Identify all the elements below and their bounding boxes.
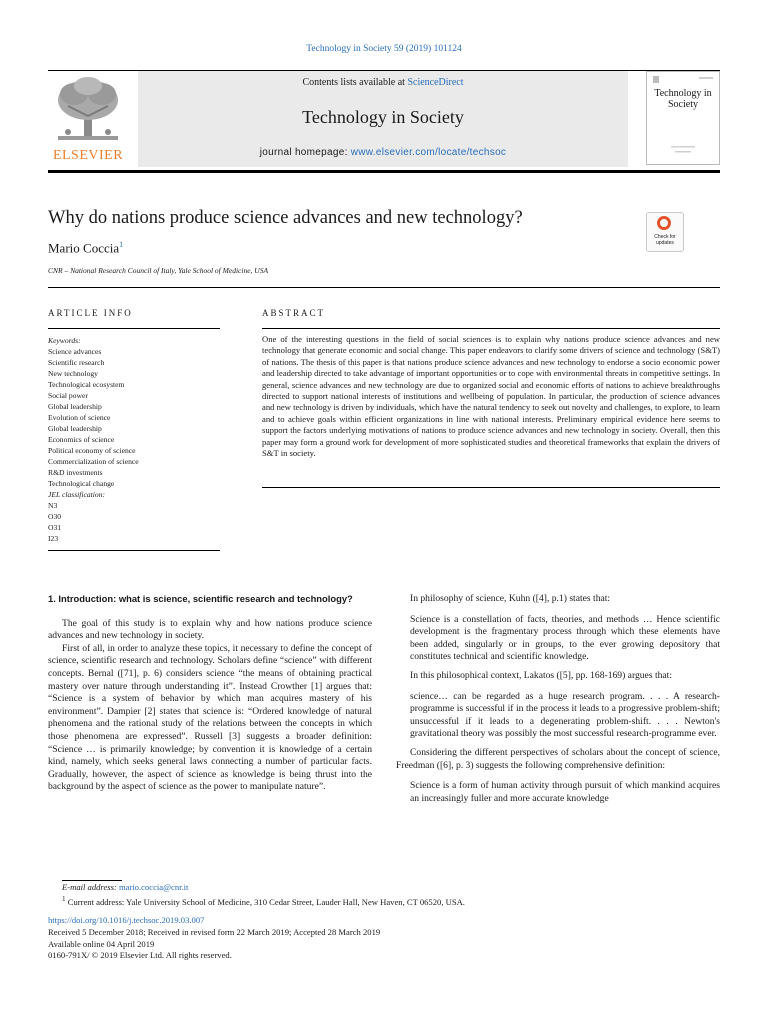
- received-dates: Received 5 December 2018; Received in revised form 22 March 2019; Accepted 28 March 2019: [48, 926, 381, 937]
- email-link[interactable]: mario.coccia@cnr.it: [118, 882, 189, 892]
- elsevier-logo[interactable]: [48, 76, 128, 164]
- keyword-item: Technological change: [48, 479, 115, 488]
- keyword-item: R&D investments: [48, 468, 103, 477]
- journal-name: Technology in Society: [302, 107, 464, 127]
- elsevier-wordmark: ELSEVIER: [52, 148, 124, 163]
- jel-label: JEL classification:: [48, 490, 106, 499]
- email-footnote: [48, 882, 720, 894]
- keyword-item: Commercialization of science: [48, 457, 139, 466]
- keyword-item: Technological ecosystem: [48, 380, 125, 389]
- article-info-rule: [48, 328, 220, 329]
- body-paragraph: Considering the different perspectives of scholars about the concept of science, Freedman ([6], p. 3) suggests the following comprehensive definition:: [396, 746, 720, 771]
- article-title: Why do nations produce science advances and new technology?: [48, 208, 523, 228]
- keyword-item: Global leadership: [48, 402, 102, 411]
- journal-homepage-line: [138, 147, 628, 158]
- author-footnote-mark[interactable]: 1: [119, 240, 124, 249]
- keyword-item: Global leadership: [48, 424, 102, 433]
- article-info-bottom-rule: [48, 550, 220, 551]
- check-for-updates-badge[interactable]: [646, 212, 684, 252]
- body-right-column: [396, 593, 720, 811]
- body-paragraph: First of all, in order to analyze these topics, it necessary to define the concept of science, scientific research and technology. Scholars define “science” with different concepts. Bernal ([71], p. 6) considers science “the means of obtaining practical mastery over nature through understanding it”. Instead Crowther [1] argues that: “Science is a system of behavior by which man acquires mastery of his environment”. Dampier [2] states that science is: “Ordered knowledge of natural phenomena and the rational study of the relations between the concepts in which those phenomena are expressed”. Russell [3] suggests a broader definition: “Science … is primarily knowledge; by convention it is knowledge of a certain kind, namely, which seeks general laws connecting a number of particular facts. Gradually, however, the aspect of science as knowledge is being thrust into the background by the aspect of science as the power to manipulate nature”.: [48, 642, 372, 793]
- keyword-item: Scientific research: [48, 358, 105, 367]
- title-block-rule: [48, 287, 720, 288]
- article-info-heading: ARTICLE INFO: [48, 308, 133, 318]
- keyword-item: Economics of science: [48, 435, 115, 444]
- publication-info: [48, 915, 720, 962]
- cover-logo-icon: [647, 74, 719, 88]
- homepage-link[interactable]: www.elsevier.com/locate/techsoc: [350, 147, 507, 158]
- body-paragraph: In philosophy of science, Kuhn ([4], p.1) states that:: [410, 593, 611, 604]
- address-footnote: [48, 894, 720, 908]
- abstract-bottom-rule: [262, 487, 720, 488]
- homepage-prefix: journal homepage:: [259, 147, 351, 158]
- doi-link[interactable]: https://doi.org/10.1016/j.techsoc.2019.03.007: [48, 915, 205, 925]
- jel-item: N3: [48, 501, 58, 510]
- jel-item: O30: [48, 512, 62, 521]
- body-left-column: [48, 593, 372, 794]
- body-paragraph: In this philosophical context, Lakatos ([5], pp. 168-169) argues that:: [410, 669, 672, 681]
- jel-item: I23: [48, 534, 59, 543]
- cover-lines-icon: [647, 142, 719, 162]
- jel-item: O31: [48, 523, 62, 532]
- contents-lists-prefix: Contents lists available at: [302, 77, 408, 88]
- keyword-item: Social power: [48, 391, 88, 400]
- abstract-rule: [262, 328, 720, 329]
- footnote-rule: [62, 880, 122, 881]
- author-name[interactable]: [48, 240, 123, 256]
- journal-cover-thumbnail[interactable]: [646, 71, 720, 165]
- footnote-mark: 1: [62, 894, 66, 903]
- keyword-item: Evolution of science: [48, 413, 111, 422]
- check-for-updates-icon: [657, 216, 671, 230]
- keyword-item: Science advances: [48, 347, 102, 356]
- abstract-text: One of the interesting questions in the field of social sciences is to explain why nations produce science advances and new technology that generate economic and social change. This paper endeavors to clarify some drivers of science and technology (S&T) of nations. The thesis of this paper is that nations produce science advances and new technology to endorse a socio economic power and leadership directed to take advantage of important opportunities or to cope with environmental threats in competitive settings. In general, science advances and new technology are due to organized social and economic efforts of nations to achieve breakthroughs directed to support national interests of institutions and wellbeing of population. In particular, the production of science advances and new technology is driven by individuals, which have the natural tendency to seek out novelty and challenges, to explore, to learn and to achieve goals within efficient organizations in line with national interests. Preliminary empirical evidence here seems to support the factors underlying motivations of nations to produce science advances and new technology in society. Overall, then this paper may form a ground work for development of more sophisticated studies and theoretical frameworks that explain the drivers of S&T in society.: [262, 334, 720, 459]
- contents-lists-line: [138, 77, 628, 88]
- keywords-block: [48, 335, 220, 544]
- available-online: Available online 04 April 2019: [48, 938, 155, 949]
- section-title: 1. Introduction: what is science, scientific research and technology?: [48, 593, 353, 604]
- author-name-text: Mario Coccia: [48, 240, 120, 256]
- elsevier-tree-icon: [48, 76, 128, 148]
- footnotes: [48, 882, 720, 908]
- journal-citation-link[interactable]: Technology in Society 59 (2019) 101124: [306, 44, 462, 54]
- block-quote: Science is a constellation of facts, theories, and methods … Hence scientific development is the fragmentary process through which these elements have been added, singularly or in groups, to the ever growing depository that constitutes technical and scientific knowledge.: [410, 613, 720, 663]
- keywords-label: Keywords:: [48, 336, 81, 345]
- author-affiliation: CNR – National Research Council of Italy, Yale School of Medicine, USA: [48, 266, 269, 275]
- email-label: E-mail address:: [62, 882, 119, 892]
- block-quote: Science is a form of human activity through pursuit of which mankind acquires an increasingly fuller and more accurate knowledge: [410, 780, 720, 804]
- header-bottom-rule: [48, 170, 720, 173]
- body-paragraph: The goal of this study is to explain why and how nations produce science advances and new technology in society.: [48, 617, 372, 642]
- abstract-heading: ABSTRACT: [262, 308, 326, 318]
- copyright: 0160-791X/ © 2019 Elsevier Ltd. All rights reserved.: [48, 950, 232, 961]
- keyword-item: Political economy of science: [48, 446, 136, 455]
- address-footnote-text: Current address: Yale University School of Medicine, 310 Cedar Street, Lauder Hall, New Haven, CT 06520, USA.: [67, 896, 465, 907]
- check-for-updates-label: Check for updates: [654, 234, 676, 246]
- keyword-item: New technology: [48, 369, 98, 378]
- block-quote: science… can be regarded as a huge research program. . . . A research-programme is successful if in the process it leads to a progressive problem-shift; unsuccessful if it leads to a degenerating problem-shift. . . . Newton's gravitational theory was possibly the most successful research-programme ever.: [410, 690, 720, 740]
- cover-title: Technology in Society: [654, 88, 712, 110]
- journal-banner: [138, 71, 628, 167]
- sciencedirect-link[interactable]: ScienceDirect: [407, 77, 464, 88]
